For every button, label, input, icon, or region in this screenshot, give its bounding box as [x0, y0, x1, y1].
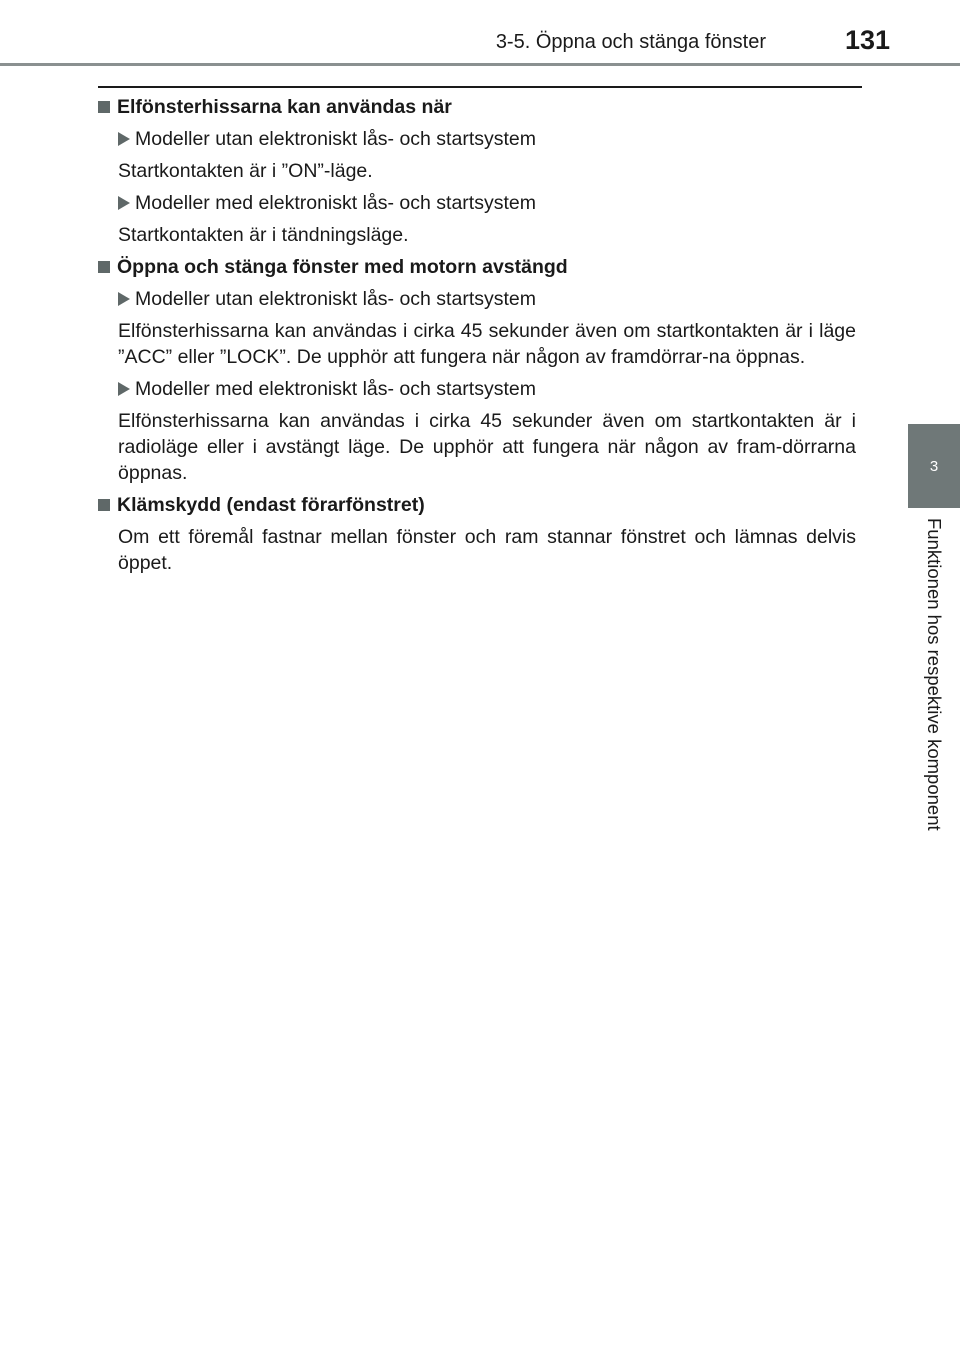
model-subheading-text: Modeller utan elektroniskt lås- och startsystem [135, 128, 536, 150]
triangle-bullet-icon [118, 132, 130, 146]
body-paragraph: Om ett föremål fastnar mellan fönster och ram stannar fönstret och lämnas delvis öppet. [118, 526, 856, 574]
square-bullet-icon [98, 101, 110, 113]
section-divider [98, 86, 862, 88]
chapter-title: Funktionen hos respektive komponent [924, 518, 945, 831]
triangle-bullet-icon [118, 292, 130, 306]
header-title: 3-5. Öppna och stänga fönster [495, 31, 766, 53]
triangle-bullet-icon [118, 196, 130, 210]
square-bullet-icon [98, 261, 110, 273]
model-subheading [118, 190, 856, 216]
section-heading [98, 254, 856, 280]
body-paragraph: Startkontakten är i ”ON”-läge. [118, 160, 373, 182]
page-number: 131 [844, 25, 890, 55]
model-subheading-text: Modeller utan elektroniskt lås- och startsystem [135, 288, 536, 310]
body-paragraph: Startkontakten är i tändningsläge. [118, 224, 409, 246]
chapter-number: 3 [929, 457, 939, 475]
section-heading-text: Öppna och stänga fönster med motorn avstängd [117, 256, 568, 278]
model-subheading [118, 286, 856, 312]
model-subheading [118, 126, 856, 152]
section-heading-text: Elfönsterhissarna kan användas när [117, 96, 452, 118]
model-subheading-text: Modeller med elektroniskt lås- och startsystem [135, 378, 536, 400]
body-paragraph: Elfönsterhissarna kan användas i cirka 45 sekunder även om startkontakten är i läge ”ACC” eller ”LOCK”. De upphör att fungera när någon av framdörrar-na öppnas. [118, 320, 856, 368]
model-subheading-text: Modeller med elektroniskt lås- och startsystem [135, 192, 536, 214]
header-divider [0, 63, 960, 66]
section-heading [98, 492, 856, 518]
section-heading-text: Klämskydd (endast förarfönstret) [117, 494, 425, 516]
page-content [98, 94, 856, 576]
body-paragraph: Elfönsterhissarna kan användas i cirka 45 sekunder även om startkontakten är i radioläge eller i avstängt läge. De upphör att fungera när någon av fram-dörrarna öppnas. [118, 410, 856, 484]
chapter-tab [908, 424, 960, 508]
square-bullet-icon [98, 499, 110, 511]
section-heading [98, 94, 856, 120]
triangle-bullet-icon [118, 382, 130, 396]
model-subheading [118, 376, 856, 402]
